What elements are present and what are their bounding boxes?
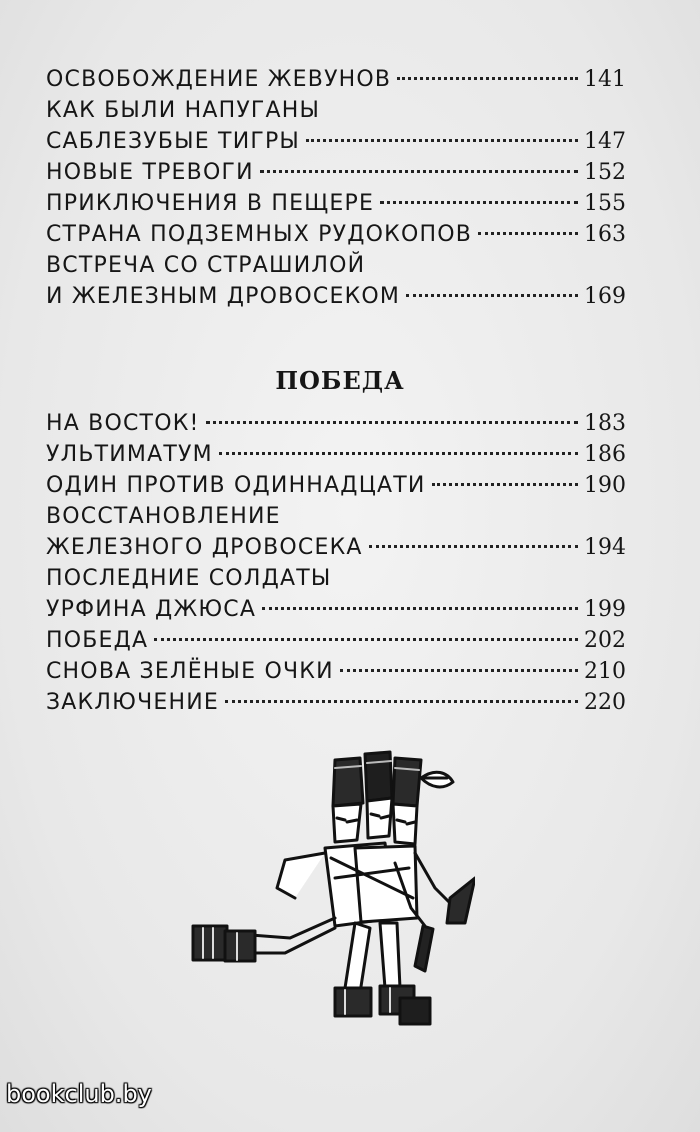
toc-entry	[46, 126, 626, 157]
toc-entry-page: 202	[584, 628, 626, 653]
toc-entry	[46, 656, 626, 687]
toc-part2	[46, 408, 626, 718]
toc-entry	[46, 470, 626, 501]
toc-entry-title: СТРАНА ПОДЗЕМНЫХ РУДОКОПОВ	[46, 222, 473, 247]
dot-leader	[478, 232, 578, 235]
toc-entry	[46, 188, 626, 219]
toc-entry-title: УЛЬТИМАТУМ	[46, 442, 213, 467]
toc-entry	[46, 439, 626, 470]
toc-entry-page: 186	[584, 442, 626, 467]
toc-entry	[46, 563, 626, 594]
dot-leader	[260, 170, 578, 173]
wooden-soldiers-illustration	[185, 748, 475, 1048]
toc-entry	[46, 157, 626, 188]
toc-entry-title: УРФИНА ДЖЮСА	[46, 597, 257, 622]
toc-entry-page: 141	[584, 67, 626, 92]
toc-entry-title: ОСВОБОЖДЕНИЕ ЖЕВУНОВ	[46, 67, 392, 92]
toc-entry-page: 163	[584, 222, 626, 247]
toc-entry-page: 199	[584, 597, 626, 622]
toc-entry	[46, 594, 626, 625]
dot-leader	[225, 700, 578, 703]
toc-entry-page: 147	[584, 129, 626, 154]
toc-entry-title: ЗАКЛЮЧЕНИЕ	[46, 690, 219, 715]
toc-entry-page: 190	[584, 473, 626, 498]
toc-entry-title: КАК БЫЛИ НАПУГАНЫ	[46, 98, 321, 123]
toc-entry-page: 155	[584, 191, 626, 216]
dot-leader	[262, 607, 578, 610]
toc-entry	[46, 687, 626, 718]
toc-entry-title: ПОБЕДА	[46, 628, 149, 653]
dot-leader	[306, 139, 578, 142]
dot-leader	[219, 452, 578, 455]
dot-leader	[397, 77, 578, 80]
toc-entry-title: СНОВА ЗЕЛЁНЫЕ ОЧКИ	[46, 659, 334, 684]
toc-entry	[46, 95, 626, 126]
toc-entry-title: САБЛЕЗУБЫЕ ТИГРЫ	[46, 129, 301, 154]
toc-entry-title: ПРИКЛЮЧЕНИЯ В ПЕЩЕРЕ	[46, 191, 375, 216]
toc-entry-title: ВСТРЕЧА СО СТРАШИЛОЙ	[46, 253, 366, 278]
toc-entry	[46, 408, 626, 439]
toc-entry-page: 210	[584, 659, 626, 684]
toc-entry-title: НОВЫЕ ТРЕВОГИ	[46, 160, 254, 185]
toc-entry	[46, 501, 626, 532]
toc-entry-title: ЖЕЛЕЗНОГО ДРОВОСЕКА	[46, 535, 363, 560]
toc-entry-title: ПОСЛЕДНИЕ СОЛДАТЫ	[46, 566, 332, 591]
toc-entry-page: 169	[584, 284, 626, 309]
toc-part1	[46, 64, 626, 312]
toc-entry-page: 194	[584, 535, 626, 560]
dot-leader	[154, 638, 578, 641]
watermark: bookclub.by	[6, 1080, 152, 1108]
toc-entry-title: ОДИН ПРОТИВ ОДИННАДЦАТИ	[46, 473, 426, 498]
toc-entry-page: 183	[584, 411, 626, 436]
toc-entry	[46, 281, 626, 312]
toc-entry-title: НА ВОСТОК!	[46, 411, 200, 436]
section-heading: ПОБЕДА	[275, 366, 405, 395]
dot-leader	[380, 201, 578, 204]
toc-entry	[46, 532, 626, 563]
dot-leader	[369, 545, 578, 548]
dot-leader	[432, 483, 578, 486]
dot-leader	[406, 294, 578, 297]
dot-leader	[340, 669, 578, 672]
toc-entry	[46, 219, 626, 250]
toc-entry	[46, 625, 626, 656]
toc-entry-page: 152	[584, 160, 626, 185]
dot-leader	[206, 421, 578, 424]
toc-entry	[46, 250, 626, 281]
toc-entry-page: 220	[584, 690, 626, 715]
toc-entry-title: И ЖЕЛЕЗНЫМ ДРОВОСЕКОМ	[46, 284, 401, 309]
toc-entry-title: ВОССТАНОВЛЕНИЕ	[46, 504, 281, 529]
toc-entry	[46, 64, 626, 95]
